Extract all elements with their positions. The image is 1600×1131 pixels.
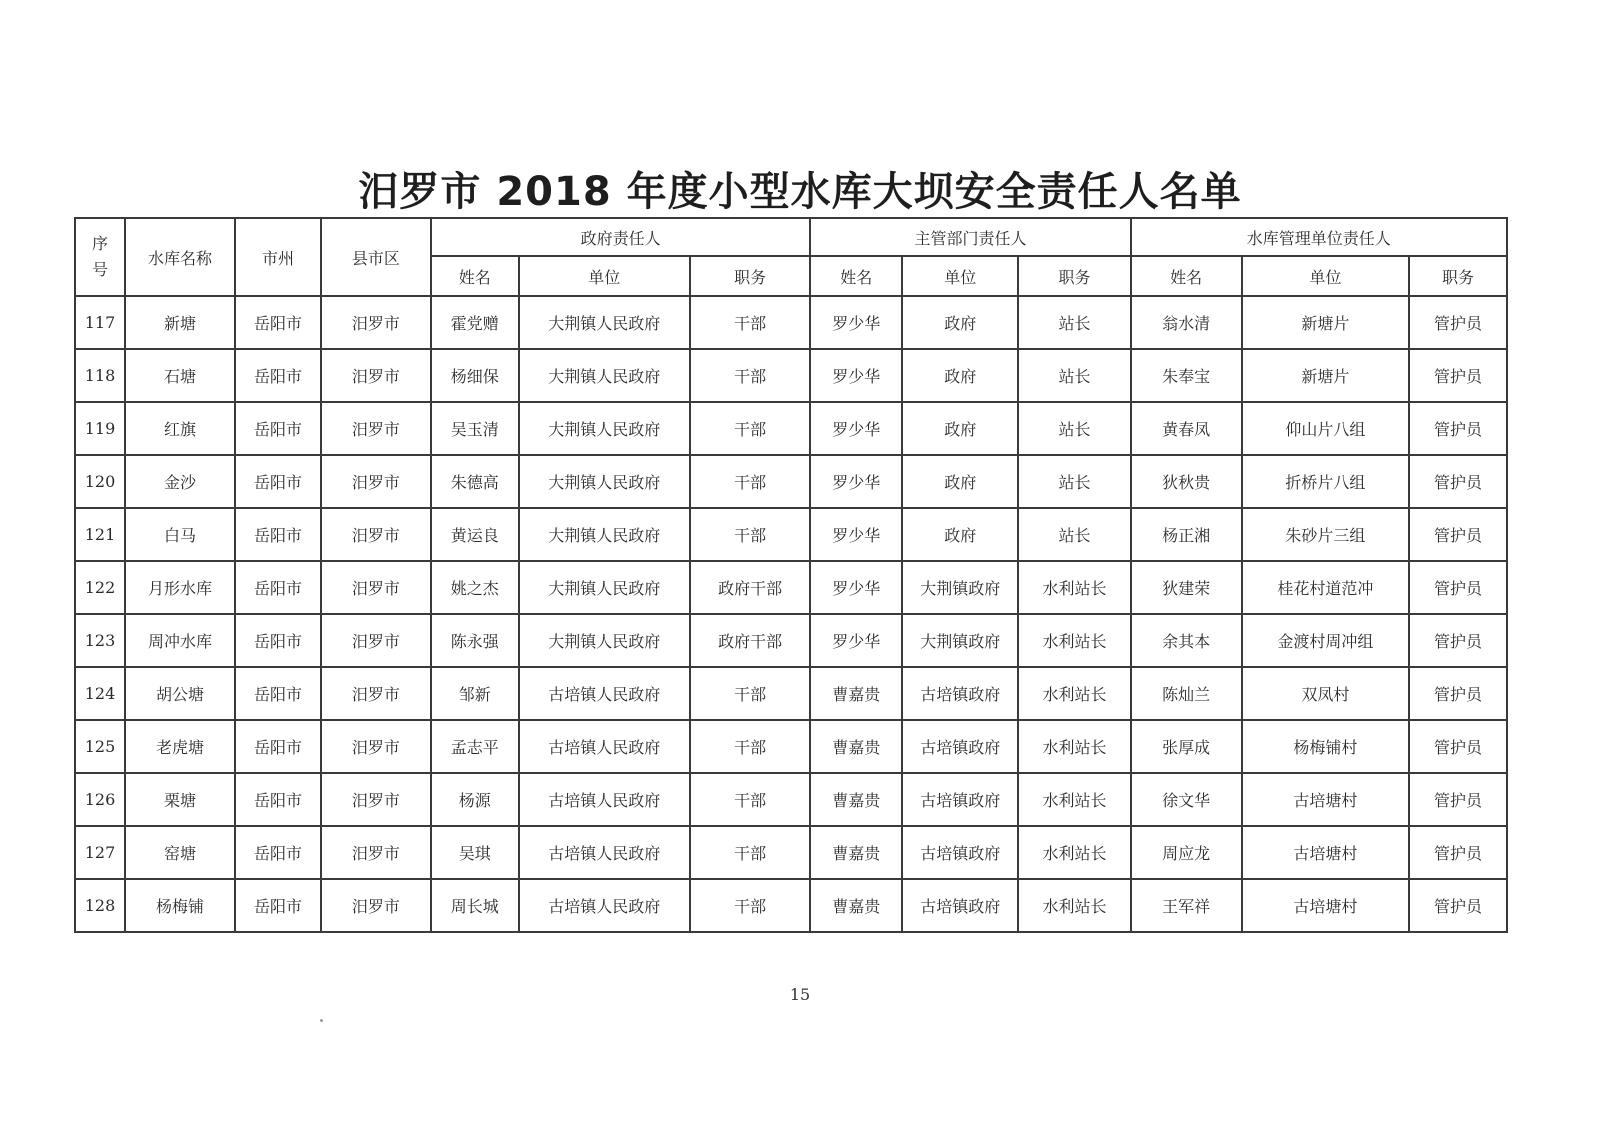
cell-mgmt-name: 狄建荣 xyxy=(1131,561,1242,614)
cell-county: 汨罗市 xyxy=(321,879,431,932)
cell-gov-name: 陈永强 xyxy=(431,614,519,667)
cell-gov-name: 吴玉清 xyxy=(431,402,519,455)
header-prefecture: 市州 xyxy=(235,218,321,296)
cell-dept-unit: 大荆镇政府 xyxy=(902,614,1018,667)
cell-county: 汨罗市 xyxy=(321,826,431,879)
cell-reservoir-name: 金沙 xyxy=(125,455,235,508)
cell-dept-unit: 古培镇政府 xyxy=(902,773,1018,826)
cell-mgmt-unit: 朱砂片三组 xyxy=(1242,508,1409,561)
table-row xyxy=(75,508,1507,561)
cell-dept-unit: 政府 xyxy=(902,455,1018,508)
cell-prefecture: 岳阳市 xyxy=(235,349,321,402)
cell-dept-title: 水利站长 xyxy=(1018,773,1130,826)
cell-county: 汨罗市 xyxy=(321,296,431,349)
cell-gov-title: 干部 xyxy=(690,402,810,455)
cell-reservoir-name: 周冲水库 xyxy=(125,614,235,667)
cell-mgmt-unit: 新塘片 xyxy=(1242,349,1409,402)
cell-dept-name: 罗少华 xyxy=(810,349,902,402)
page-title: 汨罗市 2018 年度小型水库大坝安全责任人名单 xyxy=(358,169,1242,215)
cell-gov-title: 政府干部 xyxy=(690,561,810,614)
cell-seq: 121 xyxy=(75,508,125,561)
cell-gov-name: 朱德高 xyxy=(431,455,519,508)
cell-dept-title: 站长 xyxy=(1018,508,1130,561)
cell-gov-title: 干部 xyxy=(690,773,810,826)
cell-dept-name: 曹嘉贵 xyxy=(810,879,902,932)
cell-dept-unit: 古培镇政府 xyxy=(902,879,1018,932)
cell-mgmt-title: 管护员 xyxy=(1409,667,1507,720)
cell-gov-title: 干部 xyxy=(690,667,810,720)
cell-dept-title: 水利站长 xyxy=(1018,720,1130,773)
cell-dept-name: 罗少华 xyxy=(810,508,902,561)
cell-mgmt-unit: 桂花村道范冲 xyxy=(1242,561,1409,614)
cell-seq: 119 xyxy=(75,402,125,455)
header-reservoir-name: 水库名称 xyxy=(125,218,235,296)
cell-mgmt-name: 杨正湘 xyxy=(1131,508,1242,561)
cell-reservoir-name: 杨梅铺 xyxy=(125,879,235,932)
cell-dept-title: 站长 xyxy=(1018,402,1130,455)
cell-gov-name: 霍党赠 xyxy=(431,296,519,349)
cell-county: 汨罗市 xyxy=(321,349,431,402)
cell-gov-title: 干部 xyxy=(690,296,810,349)
cell-gov-title: 干部 xyxy=(690,720,810,773)
cell-gov-title: 干部 xyxy=(690,508,810,561)
cell-dept-name: 罗少华 xyxy=(810,296,902,349)
cell-gov-unit: 古培镇人民政府 xyxy=(519,720,690,773)
cell-gov-name: 杨细保 xyxy=(431,349,519,402)
page-number: 15 xyxy=(789,985,811,1004)
cell-mgmt-name: 黄春凤 xyxy=(1131,402,1242,455)
cell-seq: 118 xyxy=(75,349,125,402)
cell-gov-name: 吴琪 xyxy=(431,826,519,879)
cell-mgmt-unit: 杨梅铺村 xyxy=(1242,720,1409,773)
cell-seq: 117 xyxy=(75,296,125,349)
cell-dept-unit: 古培镇政府 xyxy=(902,720,1018,773)
table-row xyxy=(75,455,1507,508)
header-seq-line2: 号 xyxy=(91,260,108,279)
cell-dept-name: 曹嘉贵 xyxy=(810,826,902,879)
cell-gov-unit: 大荆镇人民政府 xyxy=(519,349,690,402)
cell-mgmt-name: 徐文华 xyxy=(1131,773,1242,826)
cell-seq: 126 xyxy=(75,773,125,826)
header-group-department: 主管部门责任人 xyxy=(810,218,1130,256)
cell-gov-unit: 大荆镇人民政府 xyxy=(519,402,690,455)
cell-mgmt-name: 陈灿兰 xyxy=(1131,667,1242,720)
cell-gov-name: 杨源 xyxy=(431,773,519,826)
cell-dept-name: 曹嘉贵 xyxy=(810,773,902,826)
cell-mgmt-title: 管护员 xyxy=(1409,614,1507,667)
cell-dept-title: 水利站长 xyxy=(1018,614,1130,667)
cell-prefecture: 岳阳市 xyxy=(235,614,321,667)
cell-reservoir-name: 石塘 xyxy=(125,349,235,402)
header-mgmt-name: 姓名 xyxy=(1131,256,1242,296)
cell-prefecture: 岳阳市 xyxy=(235,879,321,932)
table-row xyxy=(75,879,1507,932)
cell-gov-unit: 古培镇人民政府 xyxy=(519,667,690,720)
cell-mgmt-unit: 新塘片 xyxy=(1242,296,1409,349)
cell-mgmt-name: 王军祥 xyxy=(1131,879,1242,932)
cell-dept-unit: 政府 xyxy=(902,508,1018,561)
cell-mgmt-title: 管护员 xyxy=(1409,508,1507,561)
cell-dept-name: 罗少华 xyxy=(810,455,902,508)
header-group-management: 水库管理单位责任人 xyxy=(1131,218,1507,256)
cell-prefecture: 岳阳市 xyxy=(235,296,321,349)
cell-gov-unit: 大荆镇人民政府 xyxy=(519,561,690,614)
header-mgmt-title: 职务 xyxy=(1409,256,1507,296)
cell-mgmt-unit: 古培塘村 xyxy=(1242,879,1409,932)
cell-dept-name: 曹嘉贵 xyxy=(810,720,902,773)
table-row xyxy=(75,826,1507,879)
header-gov-unit: 单位 xyxy=(519,256,690,296)
cell-gov-unit: 大荆镇人民政府 xyxy=(519,296,690,349)
cell-dept-name: 罗少华 xyxy=(810,561,902,614)
cell-gov-name: 姚之杰 xyxy=(431,561,519,614)
cell-mgmt-name: 周应龙 xyxy=(1131,826,1242,879)
cell-dept-name: 罗少华 xyxy=(810,614,902,667)
cell-reservoir-name: 栗塘 xyxy=(125,773,235,826)
cell-reservoir-name: 白马 xyxy=(125,508,235,561)
cell-county: 汨罗市 xyxy=(321,455,431,508)
header-dept-name: 姓名 xyxy=(810,256,902,296)
cell-mgmt-unit: 折桥片八组 xyxy=(1242,455,1409,508)
cell-dept-unit: 古培镇政府 xyxy=(902,826,1018,879)
cell-mgmt-title: 管护员 xyxy=(1409,561,1507,614)
table-row xyxy=(75,667,1507,720)
cell-seq: 124 xyxy=(75,667,125,720)
cell-seq: 122 xyxy=(75,561,125,614)
cell-county: 汨罗市 xyxy=(321,402,431,455)
table-row xyxy=(75,402,1507,455)
cell-seq: 127 xyxy=(75,826,125,879)
cell-mgmt-name: 狄秋贵 xyxy=(1131,455,1242,508)
cell-gov-title: 干部 xyxy=(690,826,810,879)
cell-mgmt-title: 管护员 xyxy=(1409,773,1507,826)
table-row xyxy=(75,773,1507,826)
header-dept-unit: 单位 xyxy=(902,256,1018,296)
cell-gov-title: 干部 xyxy=(690,455,810,508)
cell-gov-unit: 古培镇人民政府 xyxy=(519,879,690,932)
cell-gov-unit: 古培镇人民政府 xyxy=(519,773,690,826)
cell-reservoir-name: 窑塘 xyxy=(125,826,235,879)
cell-mgmt-name: 张厚成 xyxy=(1131,720,1242,773)
cell-mgmt-name: 朱奉宝 xyxy=(1131,349,1242,402)
header-seq-line1: 序 xyxy=(91,234,108,253)
cell-mgmt-title: 管护员 xyxy=(1409,349,1507,402)
cell-mgmt-unit: 金渡村周冲组 xyxy=(1242,614,1409,667)
cell-prefecture: 岳阳市 xyxy=(235,561,321,614)
cell-gov-title: 干部 xyxy=(690,349,810,402)
cell-seq: 128 xyxy=(75,879,125,932)
cell-county: 汨罗市 xyxy=(321,561,431,614)
cell-dept-title: 水利站长 xyxy=(1018,667,1130,720)
table-row xyxy=(75,720,1507,773)
table-row xyxy=(75,349,1507,402)
cell-county: 汨罗市 xyxy=(321,667,431,720)
cell-dept-unit: 政府 xyxy=(902,349,1018,402)
header-seq xyxy=(75,218,125,296)
cell-mgmt-title: 管护员 xyxy=(1409,455,1507,508)
cell-mgmt-title: 管护员 xyxy=(1409,826,1507,879)
cell-prefecture: 岳阳市 xyxy=(235,455,321,508)
responsibility-table xyxy=(74,217,1508,933)
cell-mgmt-unit: 双凤村 xyxy=(1242,667,1409,720)
cell-prefecture: 岳阳市 xyxy=(235,826,321,879)
header-gov-title: 职务 xyxy=(690,256,810,296)
cell-county: 汨罗市 xyxy=(321,773,431,826)
cell-mgmt-name: 翁水清 xyxy=(1131,296,1242,349)
cell-seq: 125 xyxy=(75,720,125,773)
cell-mgmt-unit: 古培塘村 xyxy=(1242,826,1409,879)
cell-gov-title: 政府干部 xyxy=(690,614,810,667)
cell-county: 汨罗市 xyxy=(321,614,431,667)
cell-dept-title: 水利站长 xyxy=(1018,879,1130,932)
cell-mgmt-title: 管护员 xyxy=(1409,296,1507,349)
cell-reservoir-name: 胡公塘 xyxy=(125,667,235,720)
cell-dept-title: 水利站长 xyxy=(1018,561,1130,614)
cell-dept-unit: 政府 xyxy=(902,296,1018,349)
cell-mgmt-title: 管护员 xyxy=(1409,879,1507,932)
cell-reservoir-name: 老虎塘 xyxy=(125,720,235,773)
table-row xyxy=(75,561,1507,614)
table-row xyxy=(75,296,1507,349)
cell-dept-name: 罗少华 xyxy=(810,402,902,455)
cell-prefecture: 岳阳市 xyxy=(235,402,321,455)
cell-gov-name: 周长城 xyxy=(431,879,519,932)
cell-mgmt-name: 余其本 xyxy=(1131,614,1242,667)
cell-dept-title: 站长 xyxy=(1018,349,1130,402)
header-dept-title: 职务 xyxy=(1018,256,1130,296)
cell-reservoir-name: 月形水库 xyxy=(125,561,235,614)
cell-prefecture: 岳阳市 xyxy=(235,773,321,826)
cell-gov-unit: 古培镇人民政府 xyxy=(519,826,690,879)
cell-dept-name: 曹嘉贵 xyxy=(810,667,902,720)
cell-seq: 123 xyxy=(75,614,125,667)
cell-seq: 120 xyxy=(75,455,125,508)
cell-gov-name: 黄运良 xyxy=(431,508,519,561)
cell-dept-unit: 古培镇政府 xyxy=(902,667,1018,720)
cell-gov-name: 邹新 xyxy=(431,667,519,720)
cell-gov-name: 孟志平 xyxy=(431,720,519,773)
cell-reservoir-name: 新塘 xyxy=(125,296,235,349)
scan-speck xyxy=(320,1019,323,1022)
header-county: 县市区 xyxy=(321,218,431,296)
cell-gov-unit: 大荆镇人民政府 xyxy=(519,455,690,508)
cell-dept-unit: 大荆镇政府 xyxy=(902,561,1018,614)
cell-gov-unit: 大荆镇人民政府 xyxy=(519,508,690,561)
cell-mgmt-title: 管护员 xyxy=(1409,720,1507,773)
cell-dept-unit: 政府 xyxy=(902,402,1018,455)
cell-county: 汨罗市 xyxy=(321,720,431,773)
cell-dept-title: 站长 xyxy=(1018,296,1130,349)
header-gov-name: 姓名 xyxy=(431,256,519,296)
header-group-government: 政府责任人 xyxy=(431,218,810,256)
cell-mgmt-unit: 古培塘村 xyxy=(1242,773,1409,826)
cell-prefecture: 岳阳市 xyxy=(235,508,321,561)
cell-county: 汨罗市 xyxy=(321,508,431,561)
cell-reservoir-name: 红旗 xyxy=(125,402,235,455)
cell-gov-title: 干部 xyxy=(690,879,810,932)
cell-prefecture: 岳阳市 xyxy=(235,667,321,720)
cell-dept-title: 水利站长 xyxy=(1018,826,1130,879)
cell-gov-unit: 大荆镇人民政府 xyxy=(519,614,690,667)
header-mgmt-unit: 单位 xyxy=(1242,256,1409,296)
table-row xyxy=(75,614,1507,667)
cell-mgmt-unit: 仰山片八组 xyxy=(1242,402,1409,455)
cell-dept-title: 站长 xyxy=(1018,455,1130,508)
cell-mgmt-title: 管护员 xyxy=(1409,402,1507,455)
cell-prefecture: 岳阳市 xyxy=(235,720,321,773)
